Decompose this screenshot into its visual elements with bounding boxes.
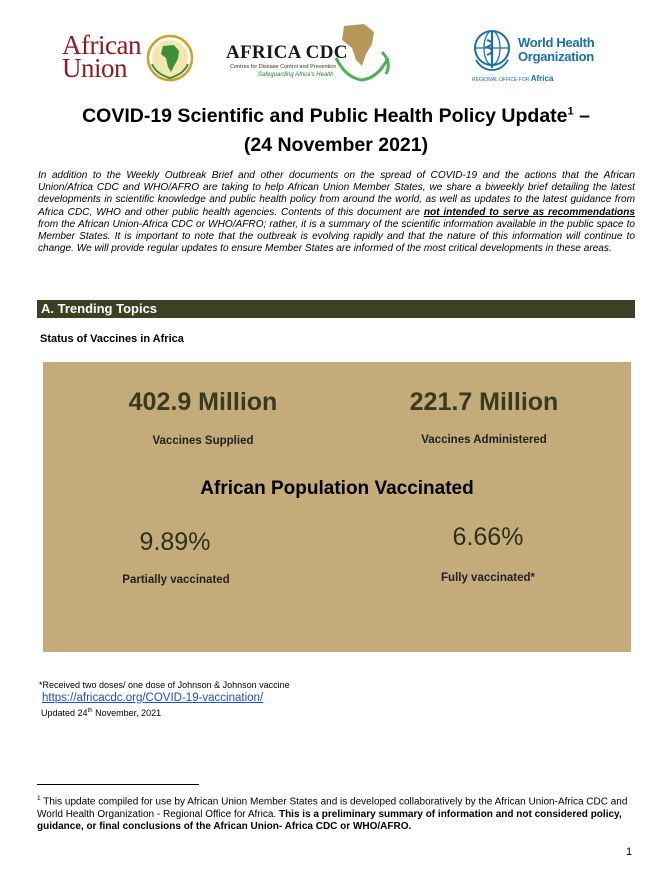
partially-vaccinated-label: Partially vaccinated [122, 574, 230, 586]
asterisk-note: *Received two doses/ one dose of Johnson & Johnson vaccine [39, 680, 290, 690]
au-emblem-icon [146, 34, 194, 82]
partially-vaccinated-value: 9.89% [139, 528, 211, 556]
updated-prefix: Updated 24 [41, 708, 88, 718]
vaccines-administered-value: 221.7 Million [409, 388, 559, 416]
who-logo [470, 28, 620, 84]
section-heading-trending-topics: A. Trending Topics [37, 300, 635, 318]
footnote-text: This update compiled for use by African Union Member States and is developed collaboratively by the African Union-Africa CDC and World Health Organization - Regional Office for Africa. [37, 796, 628, 820]
africa-cdc-tagline: Safeguarding Africa's Health [258, 72, 334, 78]
population-vaccinated-title: African Population Vaccinated [200, 478, 474, 499]
updated-date [41, 705, 290, 719]
au-line1: African [62, 30, 141, 60]
vaccines-supplied-label: Vaccines Supplied [152, 435, 254, 447]
intro-paragraph [38, 170, 635, 255]
title-line1: COVID-19 Scientific and Public Health Policy Update [82, 105, 568, 127]
who-region-name: Africa [530, 74, 554, 83]
header-logos [0, 22, 672, 84]
who-region-label [472, 74, 553, 83]
updated-sup: th [87, 708, 93, 714]
updated-suffix: November, 2021 [92, 708, 162, 718]
footnote [37, 793, 635, 834]
vaccines-administered-label: Vaccines Administered [421, 434, 547, 446]
page-number: 1 [626, 846, 633, 858]
vaccination-source-link[interactable]: https://africacdc.org/COVID-19-vaccination/ [42, 692, 264, 704]
document-title [0, 102, 672, 160]
title-footnote-marker[interactable]: 1 [567, 105, 574, 118]
africa-cdc-logo [226, 22, 426, 84]
intro-part2: from the African Union-Africa CDC or WHO/AFRO; rather, it is a summary of the scientific information available in the public space to Member States. It is important to note that the outbreak is evolving rapidly and that the nature of this information will continue to change. We will provide regular updates to ensure Member States are informed of the most critical developments in these areas. [38, 218, 635, 255]
africa-cdc-subtitle: Centres for Disease Control and Prevention [230, 64, 337, 70]
who-wordmark [518, 36, 594, 64]
african-union-wordmark [62, 30, 141, 83]
who-region-prefix: REGIONAL OFFICE FOR [472, 77, 530, 83]
africa-cdc-wordmark: AFRICA CDC [226, 42, 348, 63]
vaccine-status-subheading: Status of Vaccines in Africa [40, 333, 184, 345]
intro-part1: In addition to the Weekly Outbreak Brief and other documents on the spread of COVID-19 and the actions that the African Union/Africa CDC and WHO/AFRO are taking to help African Union Member States, we share a biweekly brief detailing the latest developments in scientific knowledge and public health policy from around the world, as well as updates to the latest guidance from Africa CDC, WHO and other public health agencies. Contents of this document are [38, 170, 635, 218]
fully-vaccinated-label: Fully vaccinated* [441, 572, 535, 584]
title-dash: – [573, 105, 590, 127]
vaccine-notes [39, 679, 290, 719]
who-line2: Organization [518, 49, 594, 64]
vaccines-supplied-value: 402.9 Million [128, 388, 278, 416]
title-date: (24 November 2021) [243, 134, 429, 156]
au-line2: Union [62, 53, 127, 83]
african-union-logo [62, 30, 202, 84]
vaccine-status-panel [43, 362, 631, 652]
who-emblem-icon [470, 28, 514, 74]
fully-vaccinated-value: 6.66% [452, 523, 524, 551]
footnote-disclaimer: This is a preliminary summary of information and not considered policy, guidance, or final conclusions of the African Union- Africa CDC or WHO/AFRO. [37, 808, 622, 833]
intro-emphasis: not intended to serve as recommendations [423, 206, 635, 218]
footnote-divider [37, 784, 199, 785]
who-line1: World Health [518, 35, 595, 50]
footnote-marker: 1 [37, 795, 41, 802]
